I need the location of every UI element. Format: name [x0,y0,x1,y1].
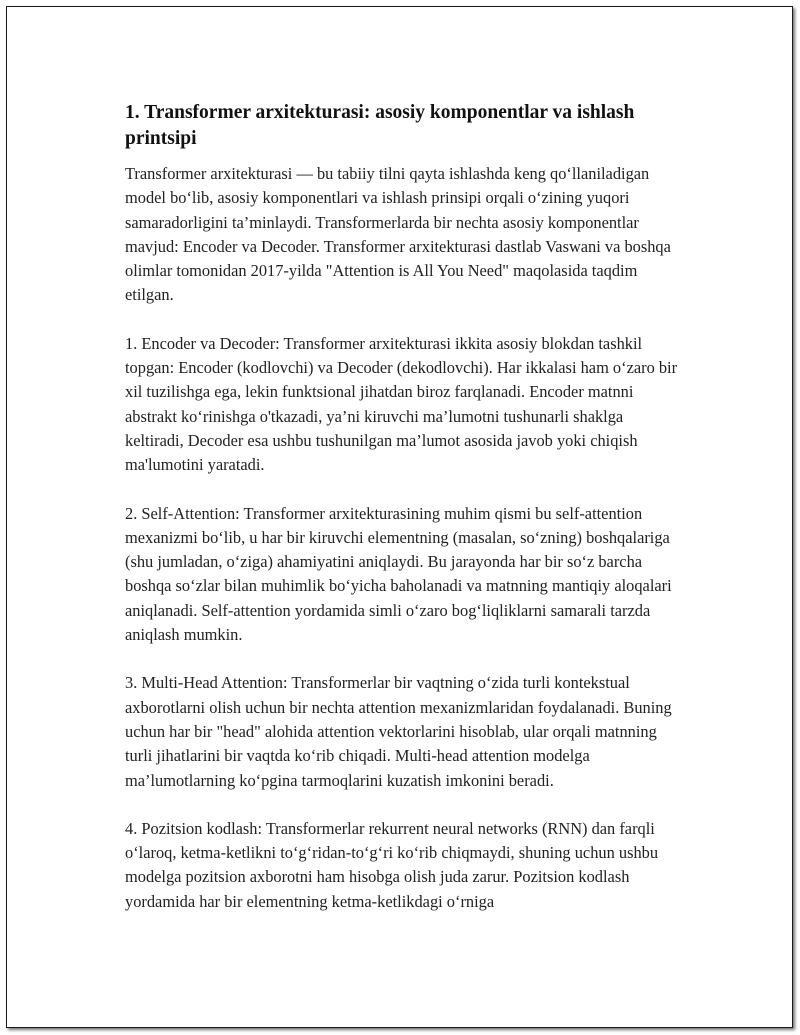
document-page [6,6,793,1028]
multi-head-attention-paragraph: 3. Multi-Head Attention: Transformerlar bir vaqtning o‘zida turli kontekstual axborotlarni olish uchun bir nechta attention mexanizmlaridan foydalanadi. Buning uchun har bir "head" alohida attention vektorlarini hisoblab, ular orqali matnning turli jihatlarini bir vaqtda ko‘rib chiqadi. Multi-head attention modelga ma’lumotlarning ko‘pgina tarmoqlarini kuzatish imkonini beradi. [125,673,672,790]
intro-paragraph: Transformer arxitekturasi — bu tabiiy tilni qayta ishlashda keng qo‘llaniladigan model bo‘lib, asosiy komponentlari va ishlash prinsipi orqali o‘zining yuqori samaradorligini ta’minlaydi. Transformerlarda bir nechta asosiy komponentlar mavjud: Encoder va Decoder. Transformer arxitekturasi dastlab Vaswani va boshqa olimlar tomonidan 2017-yilda "Attention is All You Need" maqolasida taqdim etilgan. [125,164,671,305]
document-title: 1. Transformer arxitekturasi: asosiy komponentlar va ishlash printsipi [125,102,635,149]
positional-encoding-paragraph: 4. Pozitsion kodlash: Transformerlar rekurrent neural networks (RNN) dan farqli o‘laroq, ketma-ketlikni to‘g‘ridan-to‘g‘ri ko‘rib chiqmaydi, shuning uchun ushbu modelga pozitsion axborotni ham hisobga olish juda zarur. Pozitsion kodlash yordamida har bir elementning ketma-ketlikdagi o‘rniga [125,818,659,911]
encoder-decoder-paragraph: 1. Encoder va Decoder: Transformer arxitekturasi ikkita asosiy blokdan tashkil topgan: Encoder (kodlovchi) va Decoder (dekodlovchi). Har ikkalasi ham o‘zaro bir xil tuzilishga ega, lekin funktsional jihatdan biroz farqlanadi. Encoder matnni abstrakt ko‘rinishga o'tkazadi, ya’ni kiruvchi ma’lumotni tushunarli shaklga keltiradi, Decoder esa ushbu tushunilgan ma’lumot asosida javob yoki chiqish ma'lumotini yaratadi. [125,333,678,475]
self-attention-paragraph: 2. Self-Attention: Transformer arxitekturasining muhim qismi bu self-attention mexanizmi bo‘lib, u har bir kiruvchi elementning (masalan, so‘zning) boshqalariga (shu jumladan, o‘ziga) ahamiyatini aniqlaydi. Bu jarayonda har bir so‘z barcha boshqa so‘zlar bilan muhimlik bo‘yicha baholanadi va matnning mantiqiy aloqalari aniqlanadi. Self-attention yordamida simli o‘zaro bog‘liqliklarni samarali tarzda aniqlash mumkin. [125,503,672,645]
document-content [125,100,685,938]
